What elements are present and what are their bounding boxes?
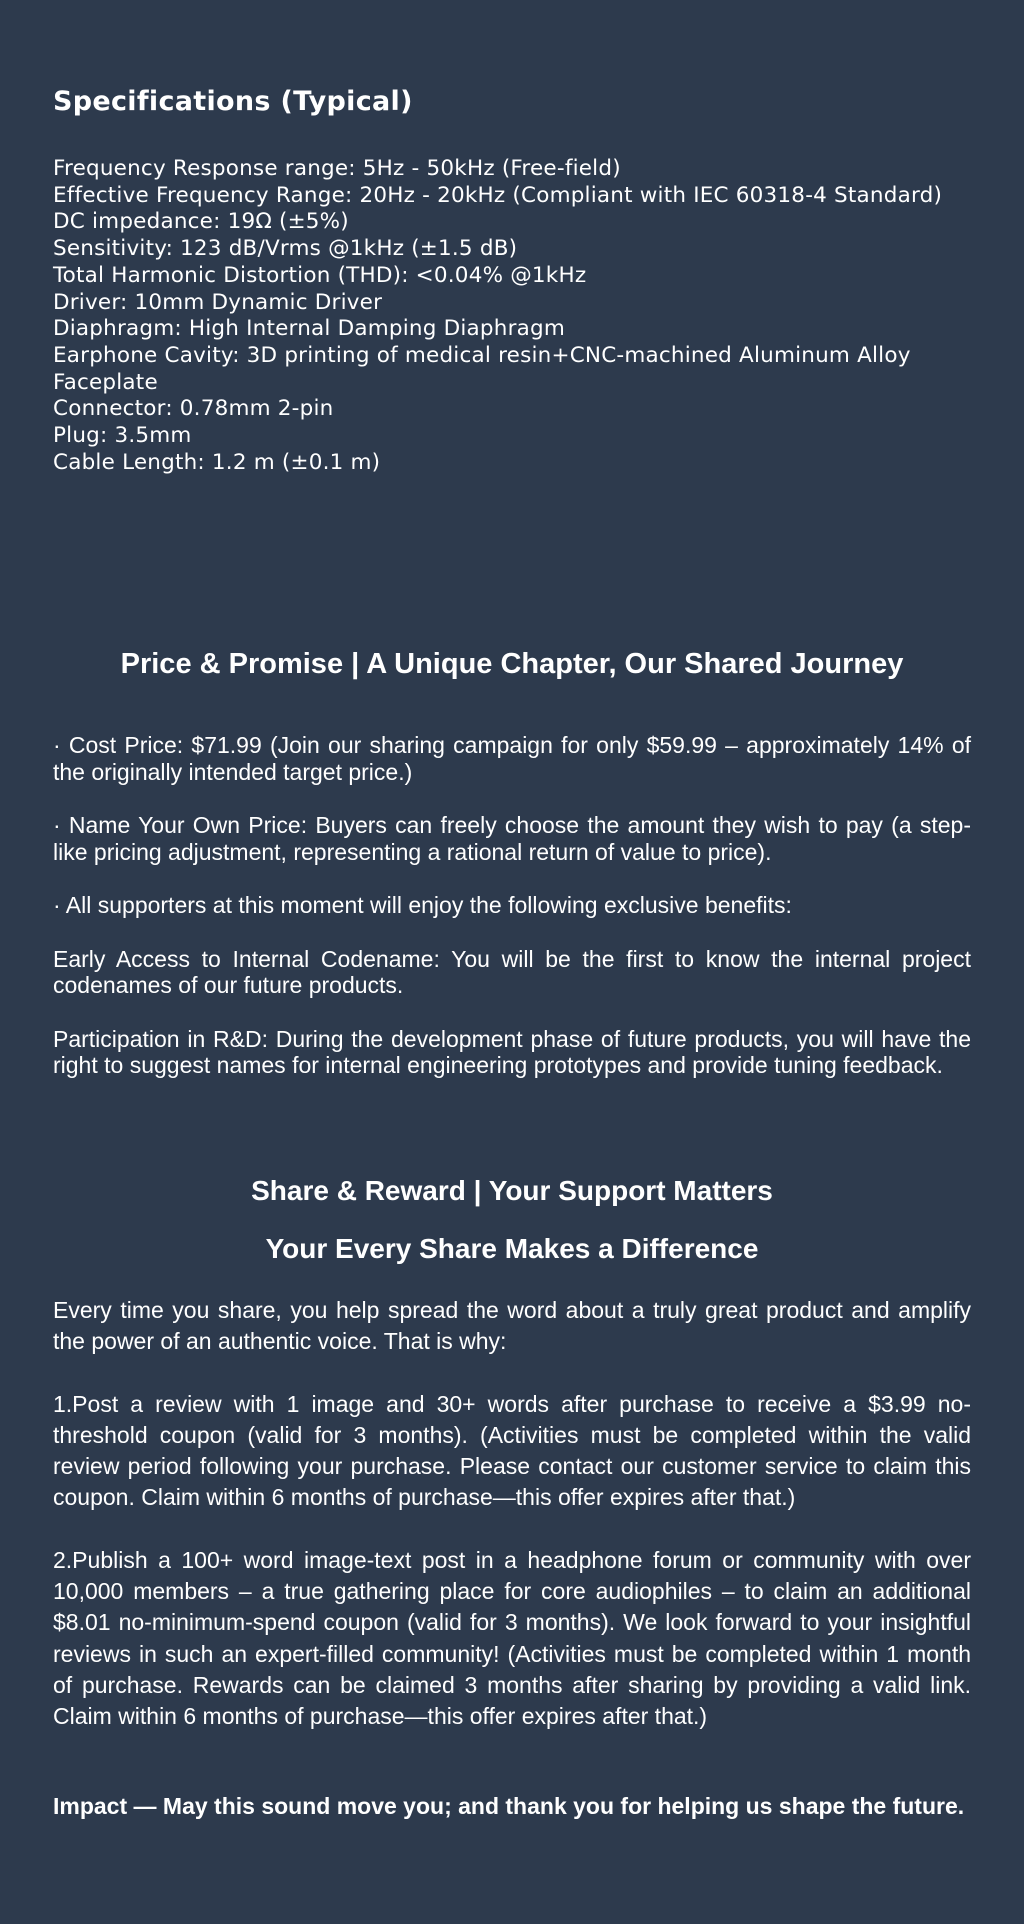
share-reward-body [53, 1295, 971, 1764]
rnd-participation-paragraph: Participation in R&D: During the development phase of future products, you will have the right to suggest names for internal engineering prototypes and provide tuning feedback. [53, 1025, 971, 1078]
spec-earphone-cavity: Earphone Cavity: 3D printing of medical resin+CNC-machined Aluminum Alloy Faceplate [53, 342, 911, 395]
spec-cable-length: Cable Length: 1.2 m (±0.1 m) [53, 449, 381, 475]
early-access-paragraph: Early Access to Internal Codename: You will be the first to know the internal project codenames of our future products. [53, 945, 971, 998]
cost-price-paragraph: · Cost Price: $71.99 (Join our sharing campaign for only $59.99 – approximately 14% of the originally intended target price.) [53, 732, 971, 785]
price-promise-body [53, 732, 971, 1106]
review-coupon-paragraph: 1.Post a review with 1 image and 30+ words after purchase to receive a $3.99 no-threshold coupon (valid for 3 months). (Activities must be completed within the valid review period following your purchase. Please contact our customer service to claim this coupon. Claim within 6 months of purchase—this offer expires after that.) [53, 1390, 971, 1511]
forum-post-coupon-paragraph: 2.Publish a 100+ word image-text post in a headphone forum or community with over 10,000 members – a true gathering place for core audiophiles – to claim an additional $8.01 no-minimum-spend coupon (valid for 3 months). We look forward to your insightful reviews in such an expert-filled community! (Activities must be completed within 1 month of purchase. Rewards can be claimed 3 months after sharing by providing a valid link. Claim within 6 months of purchase—this offer expires after that.) [53, 1546, 971, 1730]
spec-diaphragm: Diaphragm: High Internal Damping Diaphragm [53, 316, 565, 342]
spec-dc-impedance: DC impedance: 19Ω (±5%) [53, 209, 349, 235]
spec-frequency-response: Frequency Response range: 5Hz - 50kHz (Free-field) [53, 156, 621, 181]
supporter-benefits-paragraph: · All supporters at this moment will enjoy the following exclusive benefits: [53, 892, 792, 918]
spec-driver: Driver: 10mm Dynamic Driver [53, 289, 383, 315]
spec-effective-frequency-range: Effective Frequency Range: 20Hz - 20kHz (Compliant with IEC 60318-4 Standard) [53, 182, 943, 208]
spec-connector: Connector: 0.78mm 2-pin [53, 396, 334, 422]
spec-thd: Total Harmonic Distortion (THD): <0.04% @1kHz [53, 262, 587, 288]
share-intro-paragraph: Every time you share, you help spread the word about a truly great product and amplify the power of an authentic voice. That is why: [53, 1297, 971, 1355]
spec-sensitivity: Sensitivity: 123 dB/Vrms @1kHz (±1.5 dB) [53, 236, 518, 262]
specifications-list [53, 156, 971, 476]
price-promise-heading: Price & Promise | A Unique Chapter, Our Shared Journey [120, 648, 904, 680]
spec-plug: Plug: 3.5mm [53, 423, 192, 449]
impact-statement: Impact — May this sound move you; and thank you for helping us shape the future. [53, 1793, 965, 1819]
share-reward-heading: Share & Reward | Your Support Matters [251, 1175, 773, 1206]
share-reward-subheading: Your Every Share Makes a Difference [265, 1233, 759, 1264]
name-your-price-paragraph: · Name Your Own Price: Buyers can freely choose the amount they wish to pay (a step-like pricing adjustment, representing a rational return of value to price). [53, 812, 971, 865]
specifications-heading: Specifications (Typical) [53, 86, 413, 117]
